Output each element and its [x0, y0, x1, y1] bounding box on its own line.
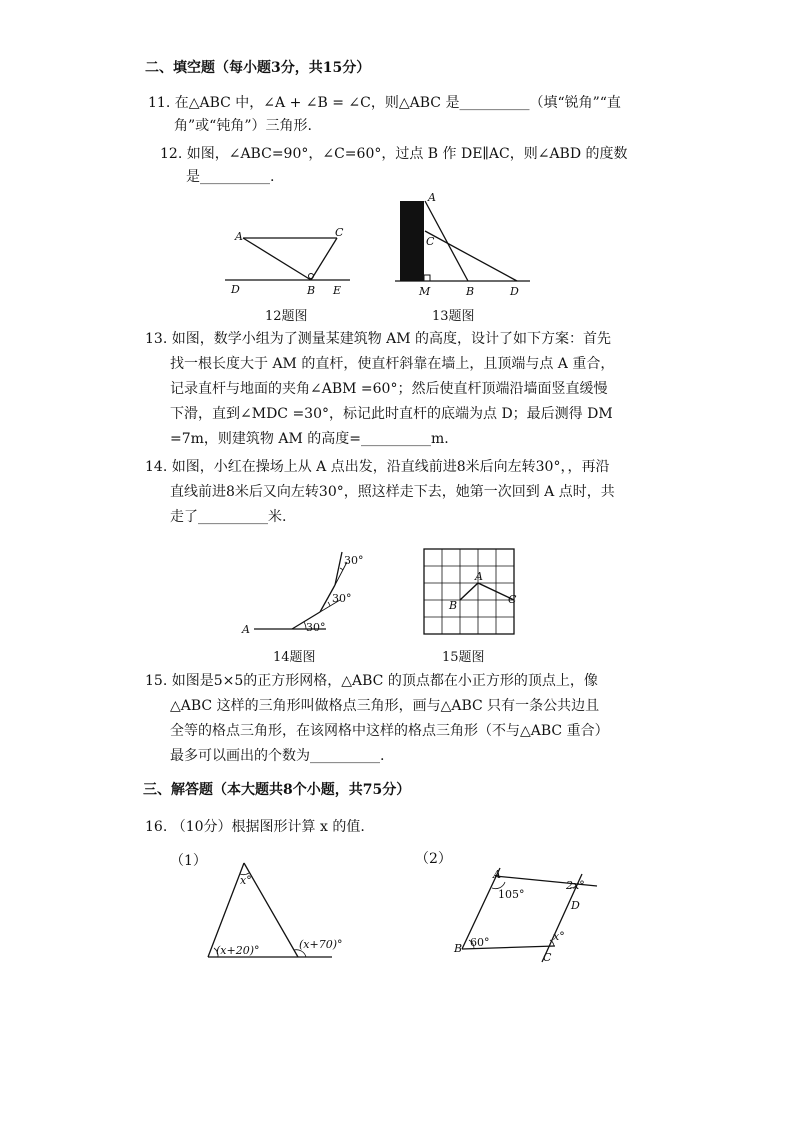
figure-13-caption: 13题图 — [432, 309, 475, 324]
q14-line3: 走了__________米. — [170, 509, 287, 525]
angle-arc-2 — [328, 602, 330, 606]
right-angle-m — [424, 275, 430, 281]
label-angle-bottom: 30° — [306, 621, 326, 634]
q16-part1-label: （1） — [170, 853, 207, 869]
segment-cb — [311, 238, 337, 280]
q13-line5: =7m，则建筑物 AM 的高度=__________m. — [170, 431, 449, 447]
figure-12-caption: 12题图 — [265, 309, 308, 324]
label-a: A — [493, 868, 501, 881]
figure-15 — [420, 545, 520, 640]
label-b: B — [307, 284, 316, 297]
label-c: C — [426, 235, 435, 248]
right-side — [244, 863, 298, 957]
figure-16-1 — [200, 858, 343, 963]
label-angle-top: 30° — [344, 554, 364, 567]
label-c: C — [508, 593, 517, 606]
figure-16-2 — [450, 862, 600, 967]
label-c: C — [335, 226, 344, 239]
label-exterior-angle: (x+70)° — [299, 938, 343, 951]
q13-line4: 下滑，直到∠MDC =30°，标记此时直杆的底端为点 D；最后测得 DM — [170, 406, 613, 422]
q15-line2: △ABC 这样的三角形叫做格点三角形，画与△ABC 只有一条公共边且 — [170, 698, 600, 714]
q14-line1: 14. 如图，小红在操场上从 A 点出发，沿直线前进8米后向左转30°，，再沿 — [145, 459, 610, 475]
label-c: C — [543, 951, 552, 964]
q13-line2: 找一根长度大于 AM 的直杆，使直杆斜靠在墙上，且顶端与点 A 重合， — [170, 356, 615, 372]
label-angle-2x: 2x° — [566, 879, 585, 892]
left-side — [208, 863, 244, 957]
label-a: A — [428, 191, 436, 204]
label-a: A — [475, 570, 483, 583]
label-b: B — [454, 942, 463, 955]
figure-13 — [395, 193, 535, 301]
figure-14 — [240, 540, 380, 640]
figure-15-caption: 15题图 — [442, 650, 485, 665]
label-angle-60: 60° — [470, 936, 490, 949]
q11-line2: 角”或“钝角”）三角形. — [174, 118, 312, 134]
segment-ab — [243, 238, 311, 280]
label-angle-middle: 30° — [332, 592, 352, 605]
figure-14-caption: 14题图 — [273, 650, 316, 665]
q13-line1: 13. 如图，数学小组为了测量某建筑物 AM 的高度，设计了如下方案：首先 — [145, 331, 612, 347]
label-d: D — [510, 285, 519, 298]
figure-12 — [225, 220, 355, 300]
q16-text: 16. （10分）根据图形计算 x 的值. — [145, 819, 365, 835]
label-a: A — [242, 623, 250, 636]
q15-line4: 最多可以画出的个数为__________. — [170, 748, 385, 764]
triangle-abc — [460, 583, 514, 600]
q14-line2: 直线前进8米后又向左转30°，照这样走下去，她第一次回到 A 点时，共 — [170, 484, 615, 500]
q12-line2: 是__________. — [186, 169, 275, 185]
section2-heading: 二、填空题（每小题3分，共15分） — [145, 60, 371, 76]
label-apex-angle: x° — [240, 874, 252, 887]
pole-cd — [425, 231, 517, 281]
label-b: B — [449, 599, 458, 612]
label-d: D — [231, 283, 240, 296]
q16-part2-label: （2） — [415, 851, 452, 867]
q15-line3: 全等的格点三角形，在该网格中这样的格点三角形（不与△ABC 重合） — [170, 723, 609, 739]
q12-line1: 12. 如图，∠ABC=90°，∠C=60°，过点 B 作 DE∥AC，则∠ABD 的度数 — [160, 146, 628, 162]
label-angle-x: x° — [553, 930, 565, 943]
label-left-angle: (x+20)° — [216, 944, 260, 957]
q13-line3: 记录直杆与地面的夹角∠ABM =60°；然后使直杆顶端沿墙面竖直缓慢 — [170, 381, 608, 397]
q15-line1: 15. 如图是5×5的正方形网格，△ABC 的顶点都在小正方形的顶点上，像 — [145, 673, 598, 689]
label-b: B — [466, 285, 475, 298]
label-angle-105: 105° — [498, 888, 525, 901]
section3-heading: 三、解答题（本大题共8个小题，共75分） — [143, 782, 411, 798]
label-a: A — [235, 230, 243, 243]
q11-line1: 11. 在△ABC 中，∠A + ∠B = ∠C，则△ABC 是__________（填“锐角”“直 — [148, 95, 621, 111]
building-am — [400, 201, 424, 281]
angle-arc-3 — [340, 568, 343, 570]
label-e: E — [333, 284, 342, 297]
label-d: D — [571, 899, 580, 912]
label-m: M — [419, 285, 431, 298]
